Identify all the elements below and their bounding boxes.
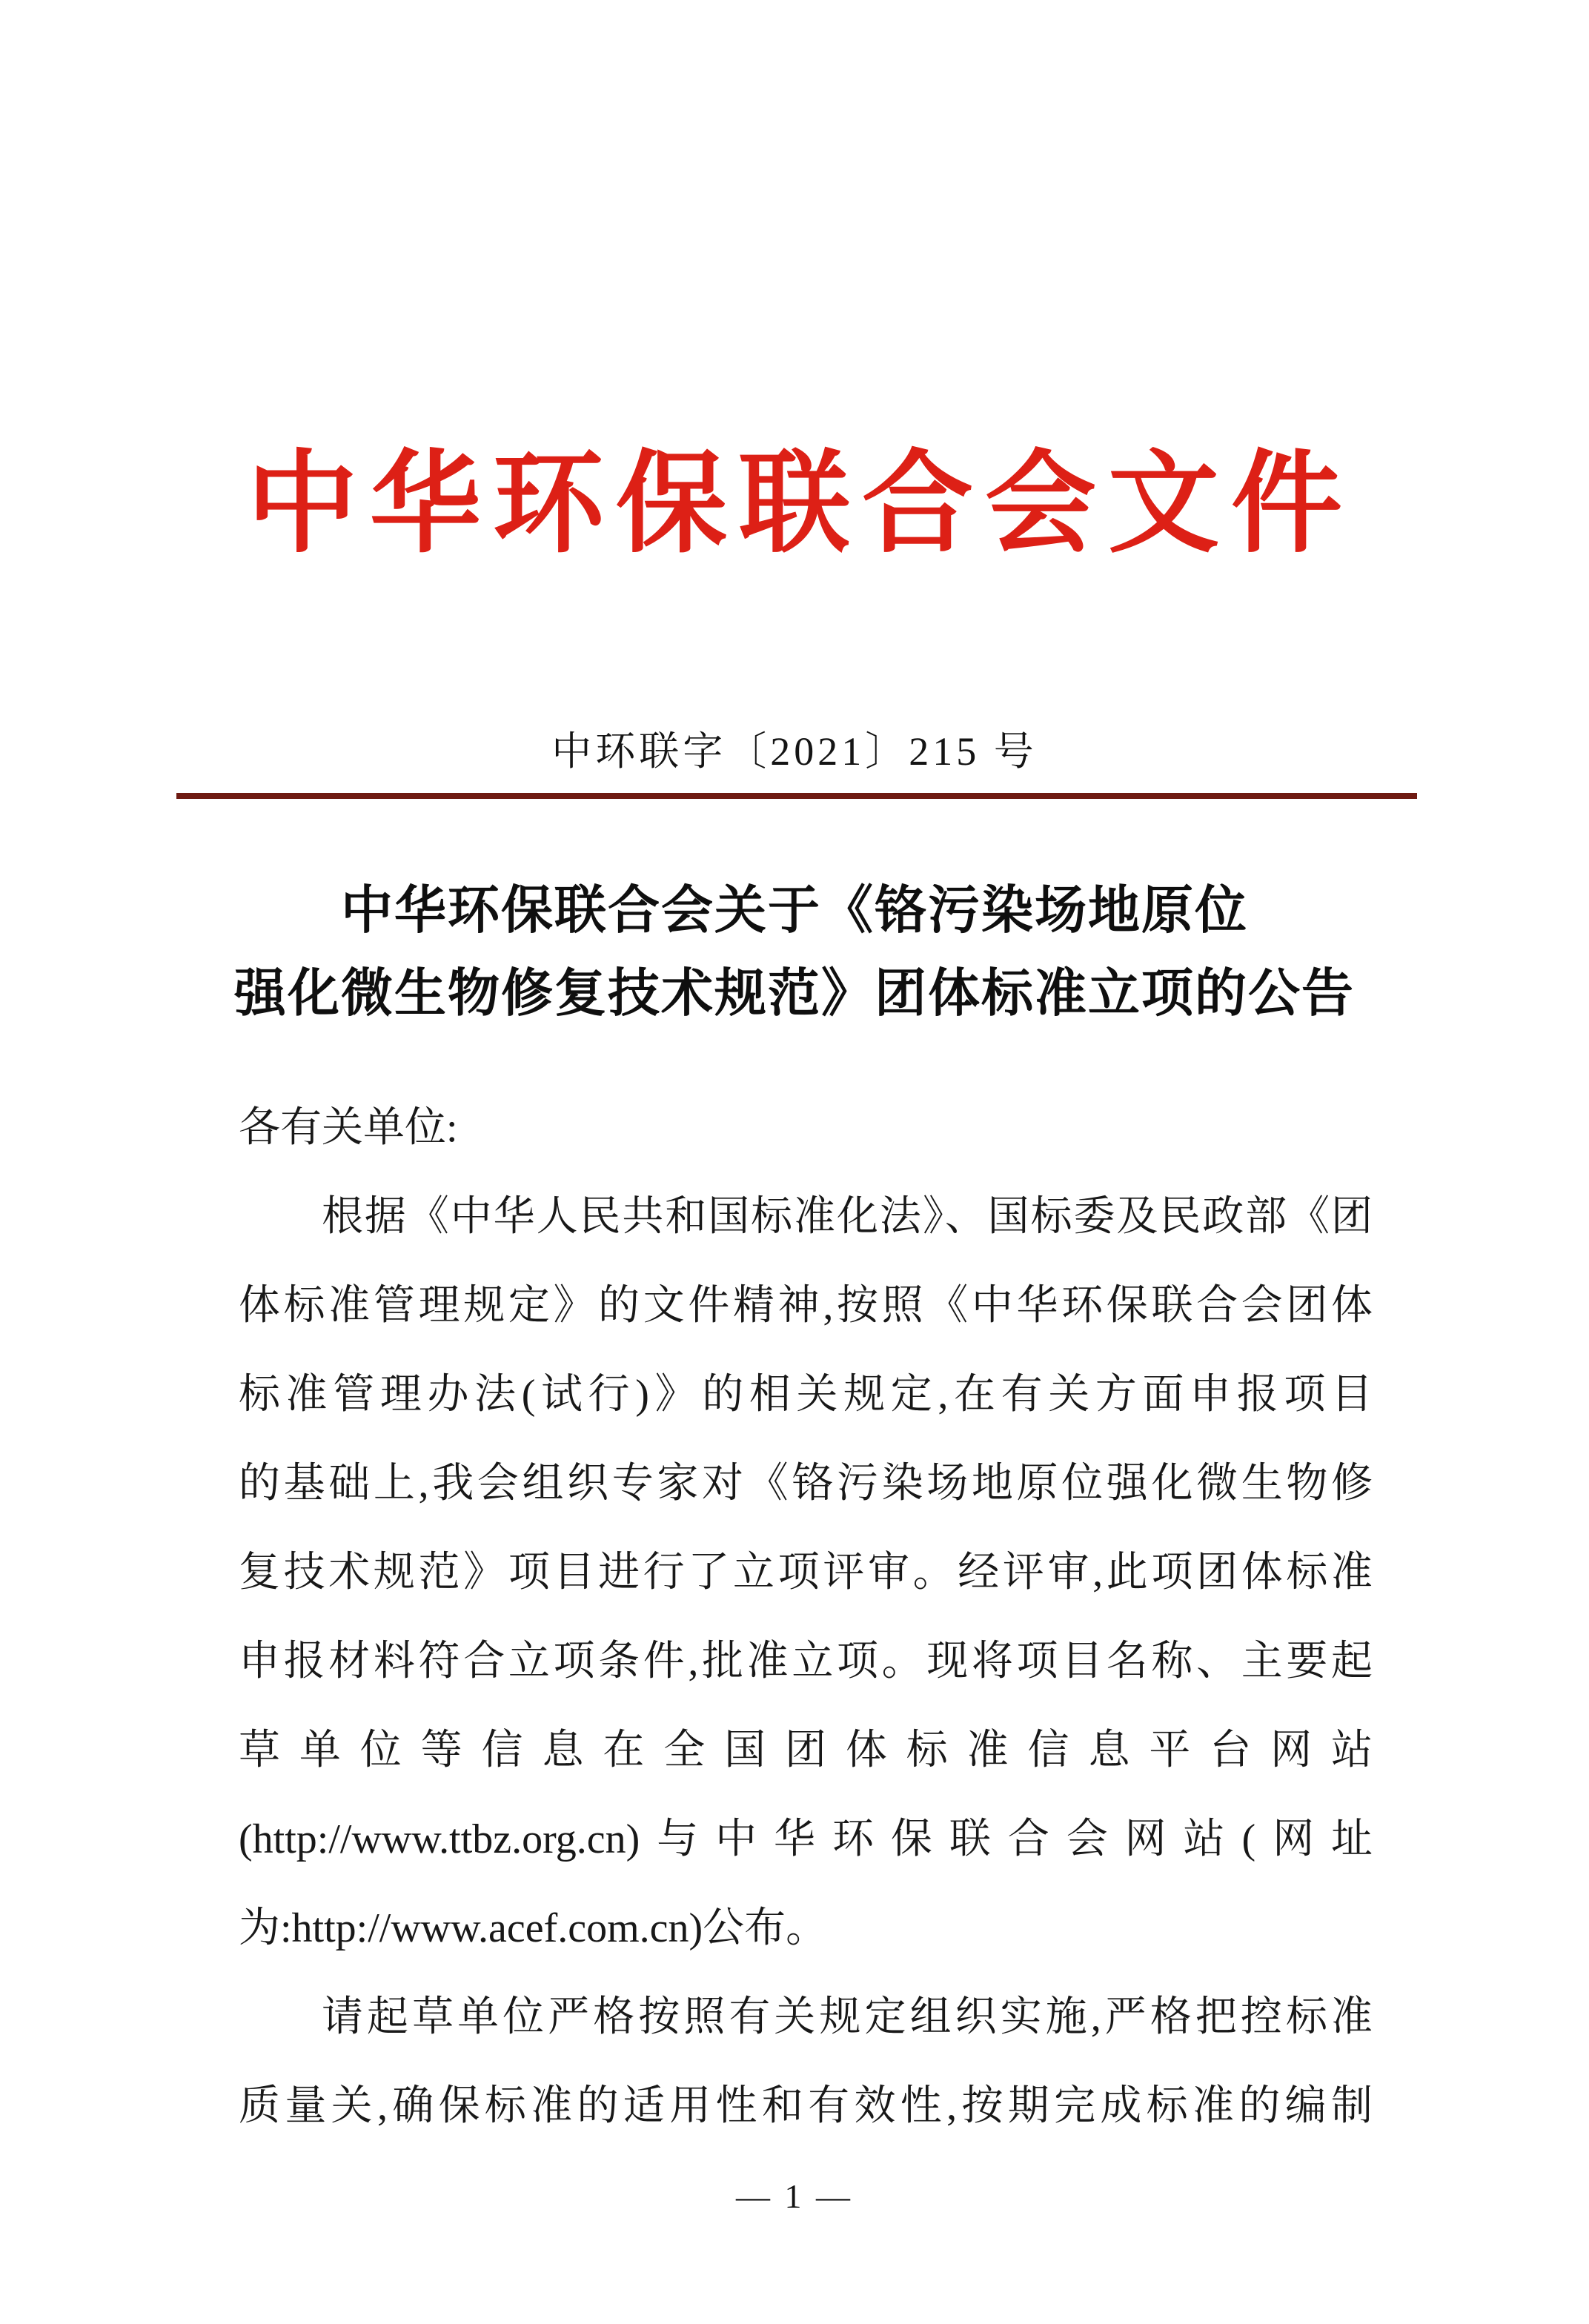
document-title — [0, 869, 1589, 1035]
document-number: 中环联字〔2021〕215 号 — [551, 729, 1038, 774]
salutation-line: 各有关单位: — [239, 1105, 458, 1151]
body-line: 草单位等信息在全国团体标准信息平台网站 — [239, 1727, 1373, 1773]
body-line: 的基础上,我会组织专家对《铬污染场地原位强化微生物修 — [239, 1461, 1373, 1507]
document-title-line1: 中华环保联合会关于《铬污染场地原位 — [341, 881, 1248, 939]
body-line: 标准管理办法(试行)》的相关规定,在有关方面申报项目 — [239, 1372, 1373, 1418]
page-number: — 1 — — [736, 2177, 853, 2215]
red-divider-rule — [176, 793, 1417, 799]
body-text — [239, 1083, 1373, 2151]
body-line: 申报材料符合立项条件,批准立项。现将项目名称、主要起 — [239, 1639, 1373, 1684]
body-line: 根据《中华人民共和国标准化法》、国标委及民政部《团 — [322, 1194, 1373, 1240]
body-line: (http://www.ttbz.org.cn)与中华环保联合会网站(网址 — [239, 1816, 1373, 1862]
letterhead-title: 中华环保联合会文件 — [246, 443, 1354, 566]
body-line: 质量关,确保标准的适用性和有效性,按期完成标准的编制 — [239, 2083, 1373, 2129]
body-line: 请起草单位严格按照有关规定组织实施,严格把控标准 — [322, 1994, 1373, 2040]
document-title-line2: 强化微生物修复技术规范》团体标准立项的公告 — [234, 964, 1355, 1022]
body-line: 为:http://www.acef.com.cn)公布。 — [239, 1905, 828, 1951]
body-line: 复技术规范》项目进行了立项评审。经评审,此项团体标准 — [239, 1550, 1373, 1596]
body-line: 体标准管理规定》的文件精神,按照《中华环保联合会团体 — [239, 1283, 1373, 1329]
